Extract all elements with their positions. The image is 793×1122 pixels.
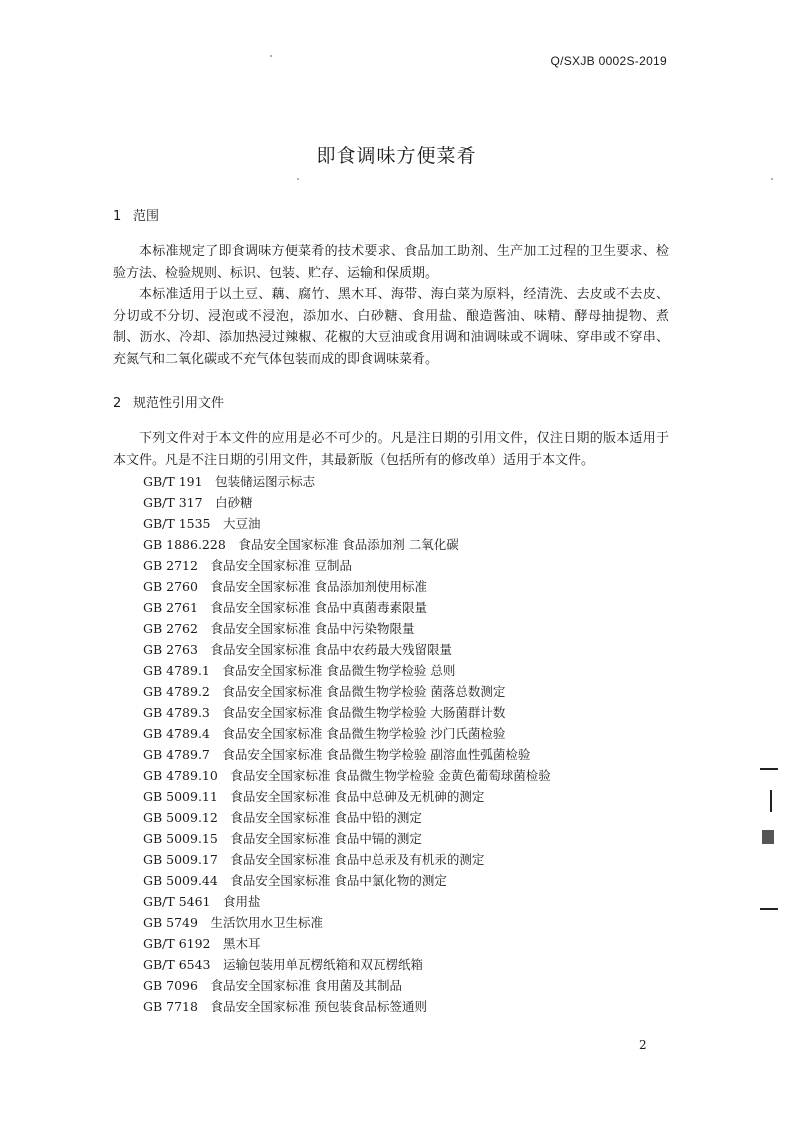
- reference-code: GB 4789.7: [143, 747, 210, 762]
- reference-item: [143, 576, 551, 597]
- reference-item: [143, 534, 551, 555]
- reference-item: [143, 471, 551, 492]
- reference-item: [143, 555, 551, 576]
- section-2-heading: [113, 392, 224, 411]
- reference-title: 食品安全国家标准 食品中镉的测定: [230, 831, 422, 846]
- reference-item: [143, 492, 551, 513]
- reference-title: 食品安全国家标准 食品微生物学检验 副溶血性弧菌检验: [222, 747, 531, 762]
- reference-code: GB 4789.3: [143, 705, 210, 720]
- reference-item: [143, 849, 551, 870]
- margin-mark: [760, 768, 778, 770]
- page-number: 2: [639, 1038, 647, 1052]
- reference-item: [143, 702, 551, 723]
- section-number: 1: [113, 209, 122, 224]
- reference-title: 运输包装用单瓦楞纸箱和双瓦楞纸箱: [223, 957, 424, 972]
- scan-speck: [297, 178, 299, 180]
- reference-title: 食品安全国家标准 食品添加剂使用标准: [210, 579, 427, 594]
- reference-title: 食品安全国家标准 食品微生物学检验 大肠菌群计数: [222, 705, 506, 720]
- reference-title: 食品安全国家标准 食品添加剂 二氧化碳: [238, 537, 459, 552]
- reference-code: GB 4789.10: [143, 768, 218, 783]
- reference-item: [143, 996, 551, 1017]
- reference-title: 食品安全国家标准 预包装食品标签通则: [210, 999, 427, 1014]
- reference-title: 食品安全国家标准 食品微生物学检验 菌落总数测定: [222, 684, 506, 699]
- reference-item: [143, 933, 551, 954]
- reference-item: [143, 786, 551, 807]
- scope-paragraph-1: 本标准规定了即食调味方便菜肴的技术要求、食品加工助剂、生产加工过程的卫生要求、检验方法、检验规则、标识、包装、贮存、运输和保质期。: [113, 244, 669, 281]
- reference-title: 食品安全国家标准 食品中农药最大残留限量: [210, 642, 452, 657]
- reference-list: [143, 471, 551, 1017]
- reference-code: GB/T 1535: [143, 516, 211, 531]
- margin-mark: [760, 908, 778, 910]
- reference-code: GB 4789.4: [143, 726, 210, 741]
- reference-title: 食品安全国家标准 食品中氯化物的测定: [230, 873, 447, 888]
- reference-title: 食品安全国家标准 食品微生物学检验 金黄色葡萄球菌检验: [230, 768, 551, 783]
- reference-code: GB/T 6543: [143, 957, 211, 972]
- reference-item: [143, 828, 551, 849]
- reference-title: 食品安全国家标准 食用菌及其制品: [210, 978, 402, 993]
- reference-code: GB 2712: [143, 558, 198, 573]
- normative-references-paragraph: 下列文件对于本文件的应用是必不可少的。凡是注日期的引用文件，仅注日期的版本适用于本文件。凡是不注日期的引用文件，其最新版（包括所有的修改单）适用于本文件。: [113, 431, 669, 468]
- reference-title: 大豆油: [223, 516, 261, 531]
- reference-code: GB 7096: [143, 978, 198, 993]
- reference-title: 白砂糖: [215, 495, 253, 510]
- reference-item: [143, 954, 551, 975]
- reference-item: [143, 891, 551, 912]
- reference-item: [143, 807, 551, 828]
- reference-title: 食品安全国家标准 食品中总汞及有机汞的测定: [230, 852, 485, 867]
- reference-code: GB 5009.11: [143, 789, 218, 804]
- reference-code: GB 1886.228: [143, 537, 226, 552]
- reference-code: GB 4789.2: [143, 684, 210, 699]
- reference-title: 食品安全国家标准 食品中总砷及无机砷的测定: [230, 789, 485, 804]
- reference-item: [143, 975, 551, 996]
- reference-code: GB/T 5461: [143, 894, 211, 909]
- reference-code: GB 2761: [143, 600, 198, 615]
- reference-item: [143, 765, 551, 786]
- reference-title: 食品安全国家标准 食品中铅的测定: [230, 810, 422, 825]
- section-1-heading: [113, 205, 159, 224]
- scope-paragraph-2: 本标准适用于以土豆、藕、腐竹、黑木耳、海带、海白菜为原料，经清洗、去皮或不去皮、分切或不分切、浸泡或不浸泡，添加水、白砂糖、食用盐、酿造酱油、味精、酵母抽提物、煮制、沥水、冷却、添加热浸过辣椒、花椒的大豆油或食用调和油调味或不调味、穿串或不穿串、充氮气和二氧化碳或不充气体包装而成的即食调味菜肴。: [113, 287, 669, 367]
- reference-code: GB 4789.1: [143, 663, 210, 678]
- reference-title: 食用盐: [223, 894, 261, 909]
- reference-item: [143, 513, 551, 534]
- scan-speck: [270, 55, 272, 57]
- margin-mark: [770, 790, 772, 812]
- stamp-fragment-mark: [762, 830, 774, 844]
- reference-code: GB 2762: [143, 621, 198, 636]
- reference-item: [143, 870, 551, 891]
- reference-title: 生活饮用水卫生标准: [210, 915, 323, 930]
- reference-item: [143, 681, 551, 702]
- reference-item: [143, 639, 551, 660]
- reference-item: [143, 597, 551, 618]
- reference-code: GB 5009.12: [143, 810, 218, 825]
- reference-title: 食品安全国家标准 食品微生物学检验 沙门氏菌检验: [222, 726, 506, 741]
- reference-title: 食品安全国家标准 豆制品: [210, 558, 352, 573]
- reference-item: [143, 660, 551, 681]
- reference-item: [143, 618, 551, 639]
- reference-item: [143, 912, 551, 933]
- reference-item: [143, 723, 551, 744]
- section-title: 范围: [133, 209, 160, 224]
- reference-code: GB/T 191: [143, 474, 203, 489]
- reference-code: GB/T 6192: [143, 936, 211, 951]
- reference-code: GB 5009.44: [143, 873, 218, 888]
- section-number: 2: [113, 396, 122, 411]
- reference-code: GB/T 317: [143, 495, 203, 510]
- scan-speck: [771, 178, 773, 180]
- reference-title: 黑木耳: [223, 936, 261, 951]
- reference-code: GB 7718: [143, 999, 198, 1014]
- reference-title: 食品安全国家标准 食品中真菌毒素限量: [210, 600, 427, 615]
- section-title: 规范性引用文件: [133, 396, 225, 411]
- reference-item: [143, 744, 551, 765]
- reference-code: GB 5749: [143, 915, 198, 930]
- reference-code: GB 2763: [143, 642, 198, 657]
- reference-title: 食品安全国家标准 食品微生物学检验 总则: [222, 663, 456, 678]
- document-code: Q/SXJB 0002S-2019: [550, 54, 667, 68]
- reference-title: 包装储运图示标志: [215, 474, 316, 489]
- reference-title: 食品安全国家标准 食品中污染物限量: [210, 621, 415, 636]
- document-title: 即食调味方便菜肴: [316, 145, 477, 167]
- reference-code: GB 5009.15: [143, 831, 218, 846]
- reference-code: GB 2760: [143, 579, 198, 594]
- reference-code: GB 5009.17: [143, 852, 218, 867]
